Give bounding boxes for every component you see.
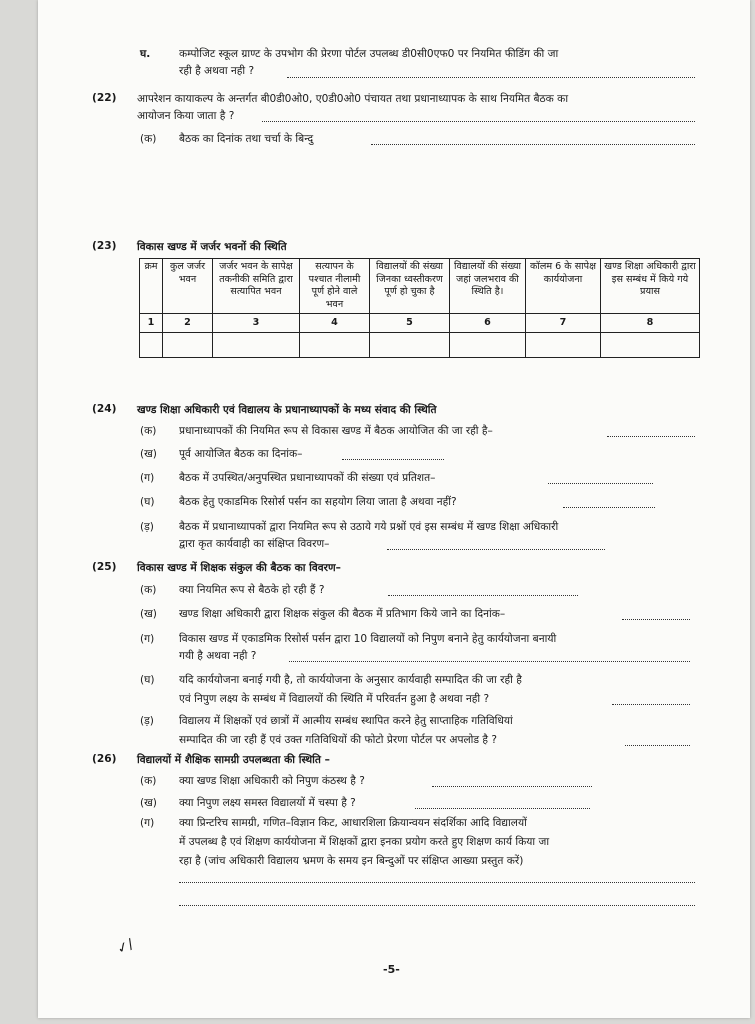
item-text: रहा है (जांच अधिकारी विद्यालय भ्रमण के समय इन बिन्दुओं पर संक्षिप्त आख्या प्रस्तुत करें): [179, 855, 524, 867]
answer-line: [415, 808, 590, 809]
table-cell[interactable]: [213, 333, 300, 358]
table-cell: 8: [601, 314, 700, 333]
item-text: बैठक हेतु एकाडमिक रिसोर्स पर्सन का सहयोग लिया जाता है अथवा नहीं?: [179, 496, 457, 508]
answer-line: [622, 619, 690, 620]
dilapidated-buildings-table: [139, 258, 700, 358]
table-header-cell: विद्यालयों की संख्या जिनका ध्वस्तीकरण पूर्ण हो चुका है: [370, 259, 450, 314]
question-text: आयोजन किया जाता है ?: [137, 110, 235, 122]
table-header-cell: कुल जर्जर भवन: [163, 259, 213, 314]
item-text: कम्पोजिट स्कूल ग्राण्ट के उपभोग की प्रेरणा पोर्टल उपलब्ध डी0सी0एफ0 पर नियमित फीडिंग की जा: [179, 48, 559, 60]
answer-line: [387, 549, 605, 550]
item-label: (घ): [140, 674, 155, 686]
item-label: (ख): [140, 608, 157, 620]
item-text: पूर्व आयोजित बैठक का दिनांक–: [179, 448, 303, 460]
table-header-cell: सत्यापन के पश्चात नीलामी पूर्ण होने वाले भवन: [300, 259, 370, 314]
item-label: (ग): [140, 817, 155, 829]
item-text: द्वारा कृत कार्यवाही का संक्षिप्त विवरण–: [179, 538, 330, 550]
item-text: क्या खण्ड शिक्षा अधिकारी को निपुण कंठस्थ है ?: [179, 775, 365, 787]
item-label: (ख): [140, 797, 157, 809]
page-number: -5-: [383, 963, 400, 976]
item-text: क्या नियमित रूप से बैठके हो रही हैं ?: [179, 584, 325, 596]
answer-line: [371, 144, 695, 145]
item-label: (क): [140, 133, 157, 145]
item-text: विद्यालय में शिक्षकों एवं छात्रों में आत्मीय सम्बंध स्थापित करने हेतु साप्ताहिक गतिविधियां: [179, 715, 513, 727]
answer-line: [289, 661, 690, 662]
item-label: (क): [140, 584, 157, 596]
item-text: यदि कार्ययोजना बनाई गयी है, तो कार्ययोजना के अनुसार कार्यवाही सम्पादित की जा रही है: [179, 674, 522, 686]
item-label: (क): [140, 775, 157, 787]
table-header-cell: खण्ड शिक्षा अधिकारी द्वारा इस सम्बंध में किये गये प्रयास: [601, 259, 700, 314]
item-label: (ग): [140, 472, 155, 484]
table-cell[interactable]: [526, 333, 601, 358]
question-number: (22): [92, 92, 117, 104]
answer-line: [179, 882, 695, 883]
table-header-cell: विद्यालयों की संख्या जहां जलभराव की स्थिति है।: [450, 259, 526, 314]
item-text: खण्ड शिक्षा अधिकारी द्वारा शिक्षक संकुल की बैठक में प्रतिभाग किये जाने का दिनांक–: [179, 608, 506, 620]
question-number: (25): [92, 561, 117, 573]
answer-line: [179, 905, 695, 906]
table-cell[interactable]: [163, 333, 213, 358]
item-label: घ.: [140, 48, 151, 60]
table-cell[interactable]: [140, 333, 163, 358]
signature-mark: ✓/: [114, 936, 137, 958]
item-text: रही है अथवा नही ?: [179, 65, 255, 77]
item-text: गयी है अथवा नही ?: [179, 650, 257, 662]
item-text: में उपलब्ध है एवं शिक्षण कार्ययोजना में शिक्षकों द्वारा इनका प्रयोग करते हुए शिक्षण कार्य किया जा: [179, 836, 550, 848]
answer-line: [342, 459, 444, 460]
item-label: (क): [140, 425, 157, 437]
answer-line: [432, 786, 592, 787]
table-cell[interactable]: [370, 333, 450, 358]
table-cell: 6: [450, 314, 526, 333]
item-text: विकास खण्ड में एकाडमिक रिसोर्स पर्सन द्वारा 10 विद्यालयों को निपुण बनाने हेतु कार्ययोजना बनायी: [179, 633, 557, 645]
table-header-cell: जर्जर भवन के सापेक्ष तकनीकी समिति द्वारा सत्यापित भवन: [213, 259, 300, 314]
answer-line: [388, 595, 578, 596]
table-cell: 3: [213, 314, 300, 333]
table-header-cell: कॉलम 6 के सापेक्ष कार्ययोजना: [526, 259, 601, 314]
item-text: बैठक का दिनांक तथा चर्चा के बिन्दु: [179, 133, 314, 145]
answer-line: [287, 77, 695, 78]
table-column-number-row: [140, 314, 700, 333]
answer-line: [607, 436, 695, 437]
answer-line: [625, 745, 690, 746]
answer-line: [548, 483, 653, 484]
table-header-row: [140, 259, 700, 314]
table-cell: 2: [163, 314, 213, 333]
table-cell[interactable]: [450, 333, 526, 358]
item-label: (ग): [140, 633, 155, 645]
item-label: (ड़): [140, 715, 154, 727]
question-title: विकास खण्ड में शिक्षक संकुल की बैठक का विवरण–: [137, 562, 341, 574]
item-text: एवं निपुण लक्ष्य के सम्बंध में विद्यालयों की स्थिति में परिवर्तन हुआ है अथवा नही ?: [179, 693, 490, 705]
item-label: (घ): [140, 496, 155, 508]
question-number: (26): [92, 753, 117, 765]
table-cell: 5: [370, 314, 450, 333]
item-text: बैठक में उपस्थित/अनुपस्थित प्रधानाध्यापकों की संख्या एवं प्रतिशत–: [179, 472, 436, 484]
item-label: (ड़): [140, 521, 154, 533]
answer-line: [262, 121, 695, 122]
question-title: खण्ड शिक्षा अधिकारी एवं विद्यालय के प्रधानाध्यापकों के मध्य संवाद की स्थिति: [137, 404, 437, 416]
table-cell: 7: [526, 314, 601, 333]
answer-line: [612, 704, 690, 705]
question-number: (23): [92, 240, 117, 252]
table-cell: 1: [140, 314, 163, 333]
table-cell: 4: [300, 314, 370, 333]
table-cell[interactable]: [601, 333, 700, 358]
item-text: क्या प्रिन्टरिच सामग्री, गणित–विज्ञान किट, आधारशिला क्रियान्वयन संदर्शिका आदि विद्यालयों: [179, 817, 527, 829]
table-header-cell: क्रम: [140, 259, 163, 314]
answer-line: [563, 507, 655, 508]
question-title: विद्यालयों में शैक्षिक सामग्री उपलब्धता की स्थिति –: [137, 754, 330, 766]
item-label: (ख): [140, 448, 157, 460]
question-text: आपरेशन कायाकल्प के अन्तर्गत बी0डी0ओ0, ए0डी0ओ0 पंचायत तथा प्रधानाध्यापक के साथ नियमित बैठक का: [137, 93, 569, 105]
item-text: क्या निपुण लक्ष्य समस्त विद्यालयों में चस्पा है ?: [179, 797, 356, 809]
table-cell[interactable]: [300, 333, 370, 358]
item-text: प्रधानाध्यापकों की नियमित रूप से विकास खण्ड में बैठक आयोजित की जा रही है–: [179, 425, 493, 437]
item-text: बैठक में प्रधानाध्यापकों द्वारा नियमित रूप से उठाये गये प्रश्नों एवं इस सम्बंध में खण्ड शिक्षा अधिकारी: [179, 521, 559, 533]
question-number: (24): [92, 403, 117, 415]
table-blank-row: [140, 333, 700, 358]
question-title: विकास खण्ड में जर्जर भवनों की स्थिति: [137, 241, 287, 253]
item-text: सम्पादित की जा रही हैं एवं उक्त गतिविधियों की फोटो प्रेरणा पोर्टल पर अपलोड है ?: [179, 734, 498, 746]
